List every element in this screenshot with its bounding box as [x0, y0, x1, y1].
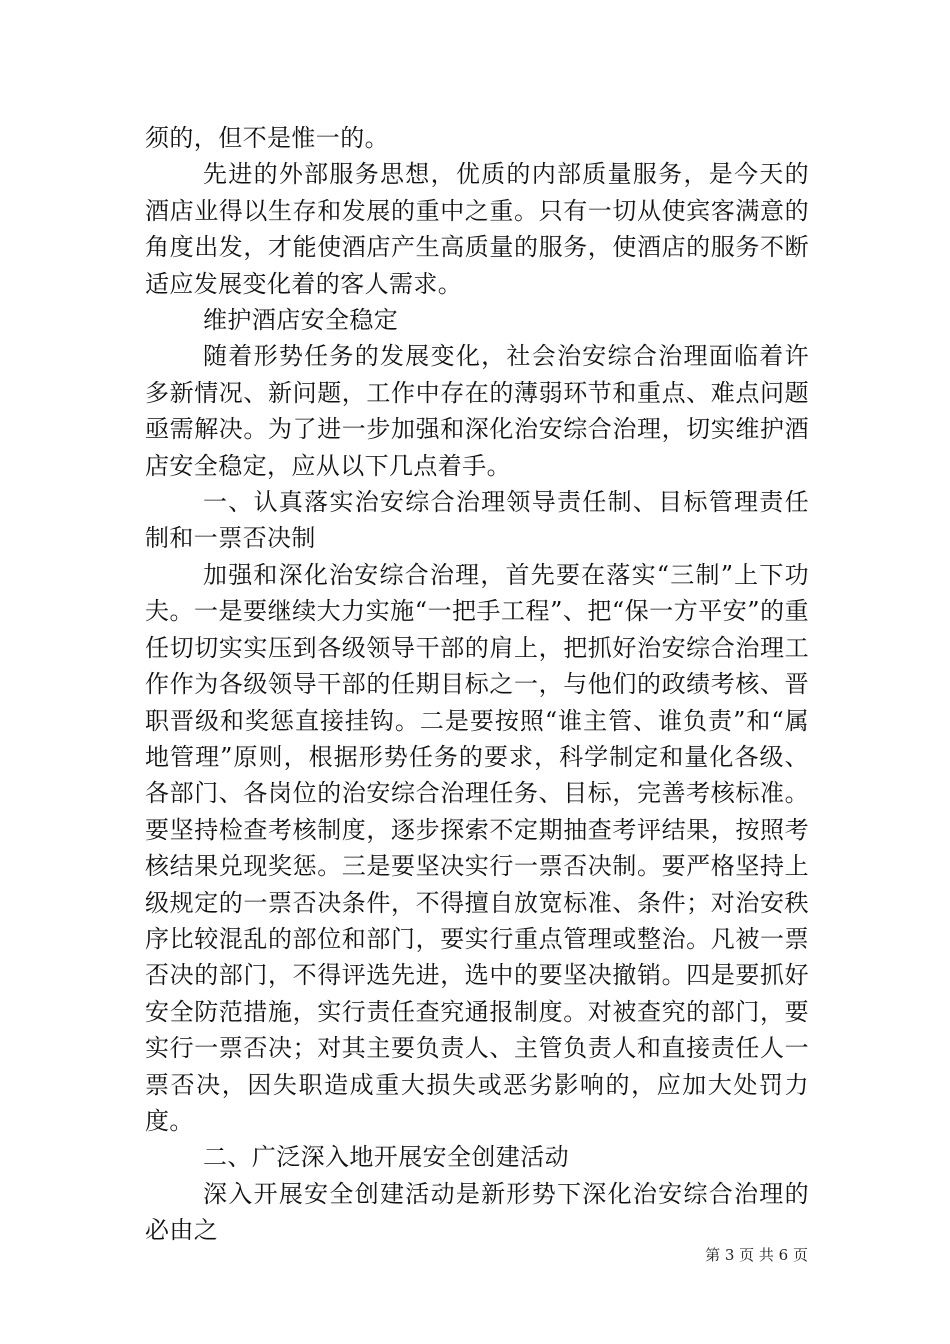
page-footer: [705, 1246, 808, 1264]
paragraph-continuation: 须的，但不是惟一的。: [145, 124, 389, 152]
paragraph-service-thought: 先进的外部服务思想，优质的内部质量服务，是今天的酒店业得以生存和发展的重中之重。只有一切从使宾客满意的角度出发，才能使酒店产生高质量的服务，使酒店的服务不断适应发展变化着的客人需求。: [145, 160, 809, 298]
section-heading-one: 一、认真落实治安综合治理领导责任制、目标管理责任制和一票否决制: [145, 488, 809, 553]
paragraph-safety-campaign: 深入开展安全创建活动是新形势下深化治安综合治理的必由之: [145, 1179, 809, 1245]
paragraph-three-systems: 加强和深化治安综合治理，首先要在落实“三制”上下功夫。一是要继续大力实施“一把手工程”、把“保一方平安”的重任切切实实压到各级领导干部的肩上，把抓好治安综合治理工作作为各级领导干部的任期目标之一，与他们的政绩考核、晋职晋级和奖惩直接挂钩。二是要按照“谁主管、谁负责”和“属地管理”原则，根据形势任务的要求，科学制定和量化各级、各部门、各岗位的治安综合治理任务、目标，完善考核标准。要坚持检查考核制度，逐步探索不定期抽查考评结果，按照考核结果兑现奖惩。三是要坚决实行一票否决制。要严格坚持上级规定的一票否决条件，不得擅自放宽标准、条件；对治安秩序比较混乱的部位和部门，要实行重点管理或整治。凡被一票否决的部门，不得评选先进，选中的要坚决撤销。四是要抓好安全防范措施，实行责任查究通报制度。对被查究的部门，要实行一票否决；对其主要负责人、主管负责人和直接责任人一票否决，因失职造成重大损失或恶劣影响的，应加大处罚力度。: [145, 560, 809, 1135]
page-number: 第 3 页 共 6 页: [705, 1246, 808, 1264]
document-body: [145, 120, 809, 1249]
section-heading-safety: 维护酒店安全稳定: [203, 306, 399, 335]
section-heading-two: 二、广泛深入地开展安全创建活动: [203, 1143, 569, 1172]
paragraph-situation: 随着形势任务的发展变化，社会治安综合治理面临着许多新情况、新问题，工作中存在的薄弱环节和重点、难点问题亟需解决。为了进一步加强和深化治安综合治理，切实维护酒店安全稳定，应从以下几点着手。: [145, 342, 809, 480]
